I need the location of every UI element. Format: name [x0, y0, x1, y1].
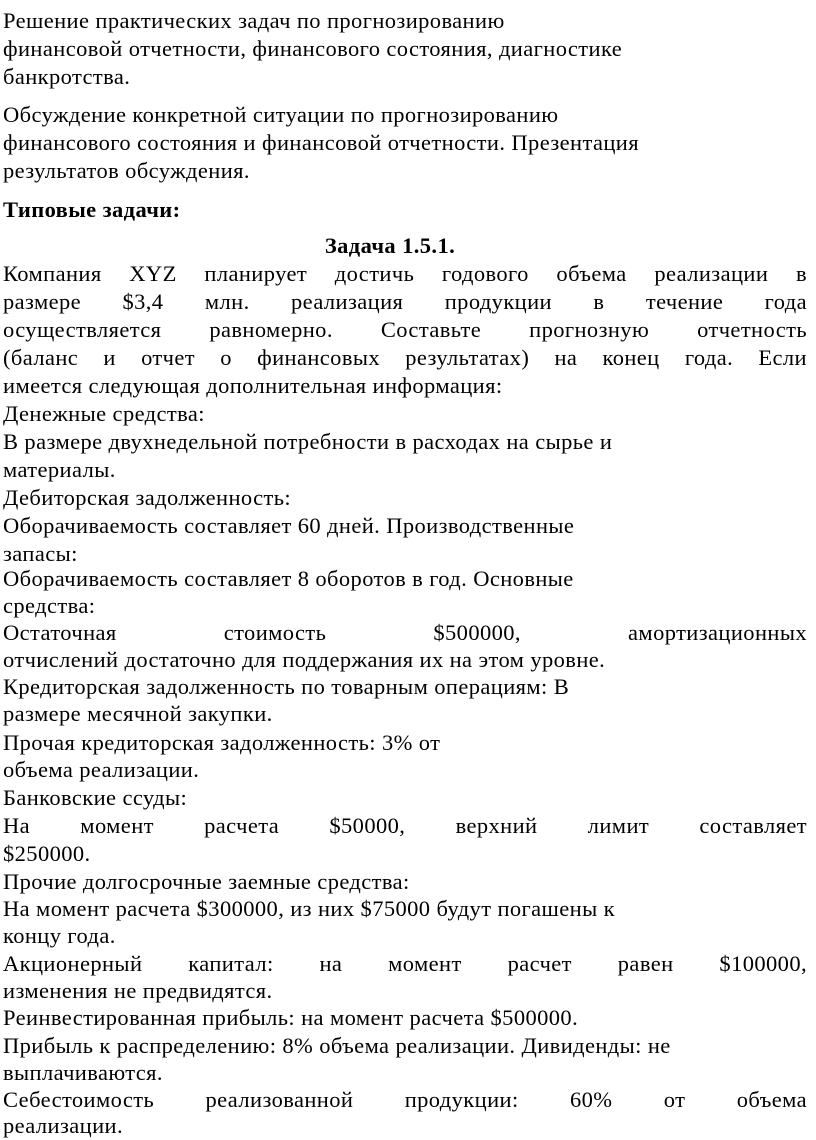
task-line-6: Денежные средства:: [3, 401, 205, 426]
task-line-26: Акционерный капитал: на момент расчет равен $100000,: [3, 951, 807, 976]
task-line-24: На момент расчета $300000, из них $75000 будут погашены к: [3, 896, 615, 921]
task-line-13: средства:: [3, 593, 96, 618]
task-line-32: реализации.: [3, 1113, 123, 1138]
task-line-22: $250000.: [3, 841, 91, 866]
task-line-4: (баланс и отчет о финансовых результатах) на конец года. Если: [3, 345, 807, 370]
intro-para1-line-2: финансовой отчетности, финансового состояния, диагностике: [3, 36, 623, 61]
task-line-21: На момент расчета $50000, верхний лимит составляет: [3, 813, 807, 838]
task-line-10: Оборачиваемость составляет 60 дней. Производственные: [3, 513, 575, 538]
task-line-9: Дебиторская задолженность:: [3, 485, 292, 510]
intro-para1-line-3: банкротства.: [3, 64, 131, 89]
task-line-2: размере $3,4 млн. реализация продукции в течение года: [3, 289, 807, 314]
task-line-30: выплачиваются.: [3, 1060, 163, 1085]
intro-para2-line-1: Обсуждение конкретной ситуации по прогнозированию: [3, 102, 559, 127]
intro-para2-line-2: финансового состояния и финансовой отчетности. Презентация: [3, 130, 639, 155]
task-line-23: Прочие долгосрочные заемные средства:: [3, 869, 410, 894]
task-line-17: размере месячной закупки.: [3, 701, 273, 726]
task-line-8: материалы.: [3, 457, 116, 482]
task-line-18: Прочая кредиторская задолженность: 3% от: [3, 730, 441, 755]
task-line-15: отчислений достаточно для поддержания их на этом уровне.: [3, 647, 606, 672]
task-line-28: Реинвестированная прибыль: на момент расчета $500000.: [3, 1005, 579, 1030]
task-line-12: Оборачиваемость составляет 8 оборотов в год. Основные: [3, 566, 574, 591]
task-line-19: объема реализации.: [3, 757, 200, 782]
task-line-5: имеется следующая дополнительная информация:: [3, 373, 503, 398]
task-line-20: Банковские ссуды:: [3, 785, 188, 810]
task-line-16: Кредиторская задолженность по товарным операциям: В: [3, 674, 570, 699]
task-line-25: концу года.: [3, 923, 116, 948]
task-line-7: В размере двухнедельной потребности в расходах на сырье и: [3, 429, 613, 454]
task-line-1: Компания XYZ планирует достичь годового объема реализации в: [3, 261, 807, 286]
task-line-11: запасы:: [3, 541, 78, 566]
task-line-3: осуществляется равномерно. Составьте прогнозную отчетность: [3, 317, 807, 342]
task-title: Задача 1.5.1.: [324, 233, 456, 258]
section-heading: Типовые задачи:: [3, 197, 181, 222]
task-line-31: Себестоимость реализованной продукции: 60% от объема: [3, 1087, 807, 1112]
intro-para1-line-1: Решение практических задач по прогнозированию: [3, 8, 505, 33]
intro-para2-line-3: результатов обсуждения.: [3, 158, 250, 183]
task-line-14: Остаточная стоимость $500000, амортизационных: [3, 620, 807, 645]
task-line-27: изменения не предвидятся.: [3, 978, 273, 1003]
task-line-29: Прибыль к распределению: 8% объема реализации. Дивиденды: не: [3, 1033, 671, 1058]
